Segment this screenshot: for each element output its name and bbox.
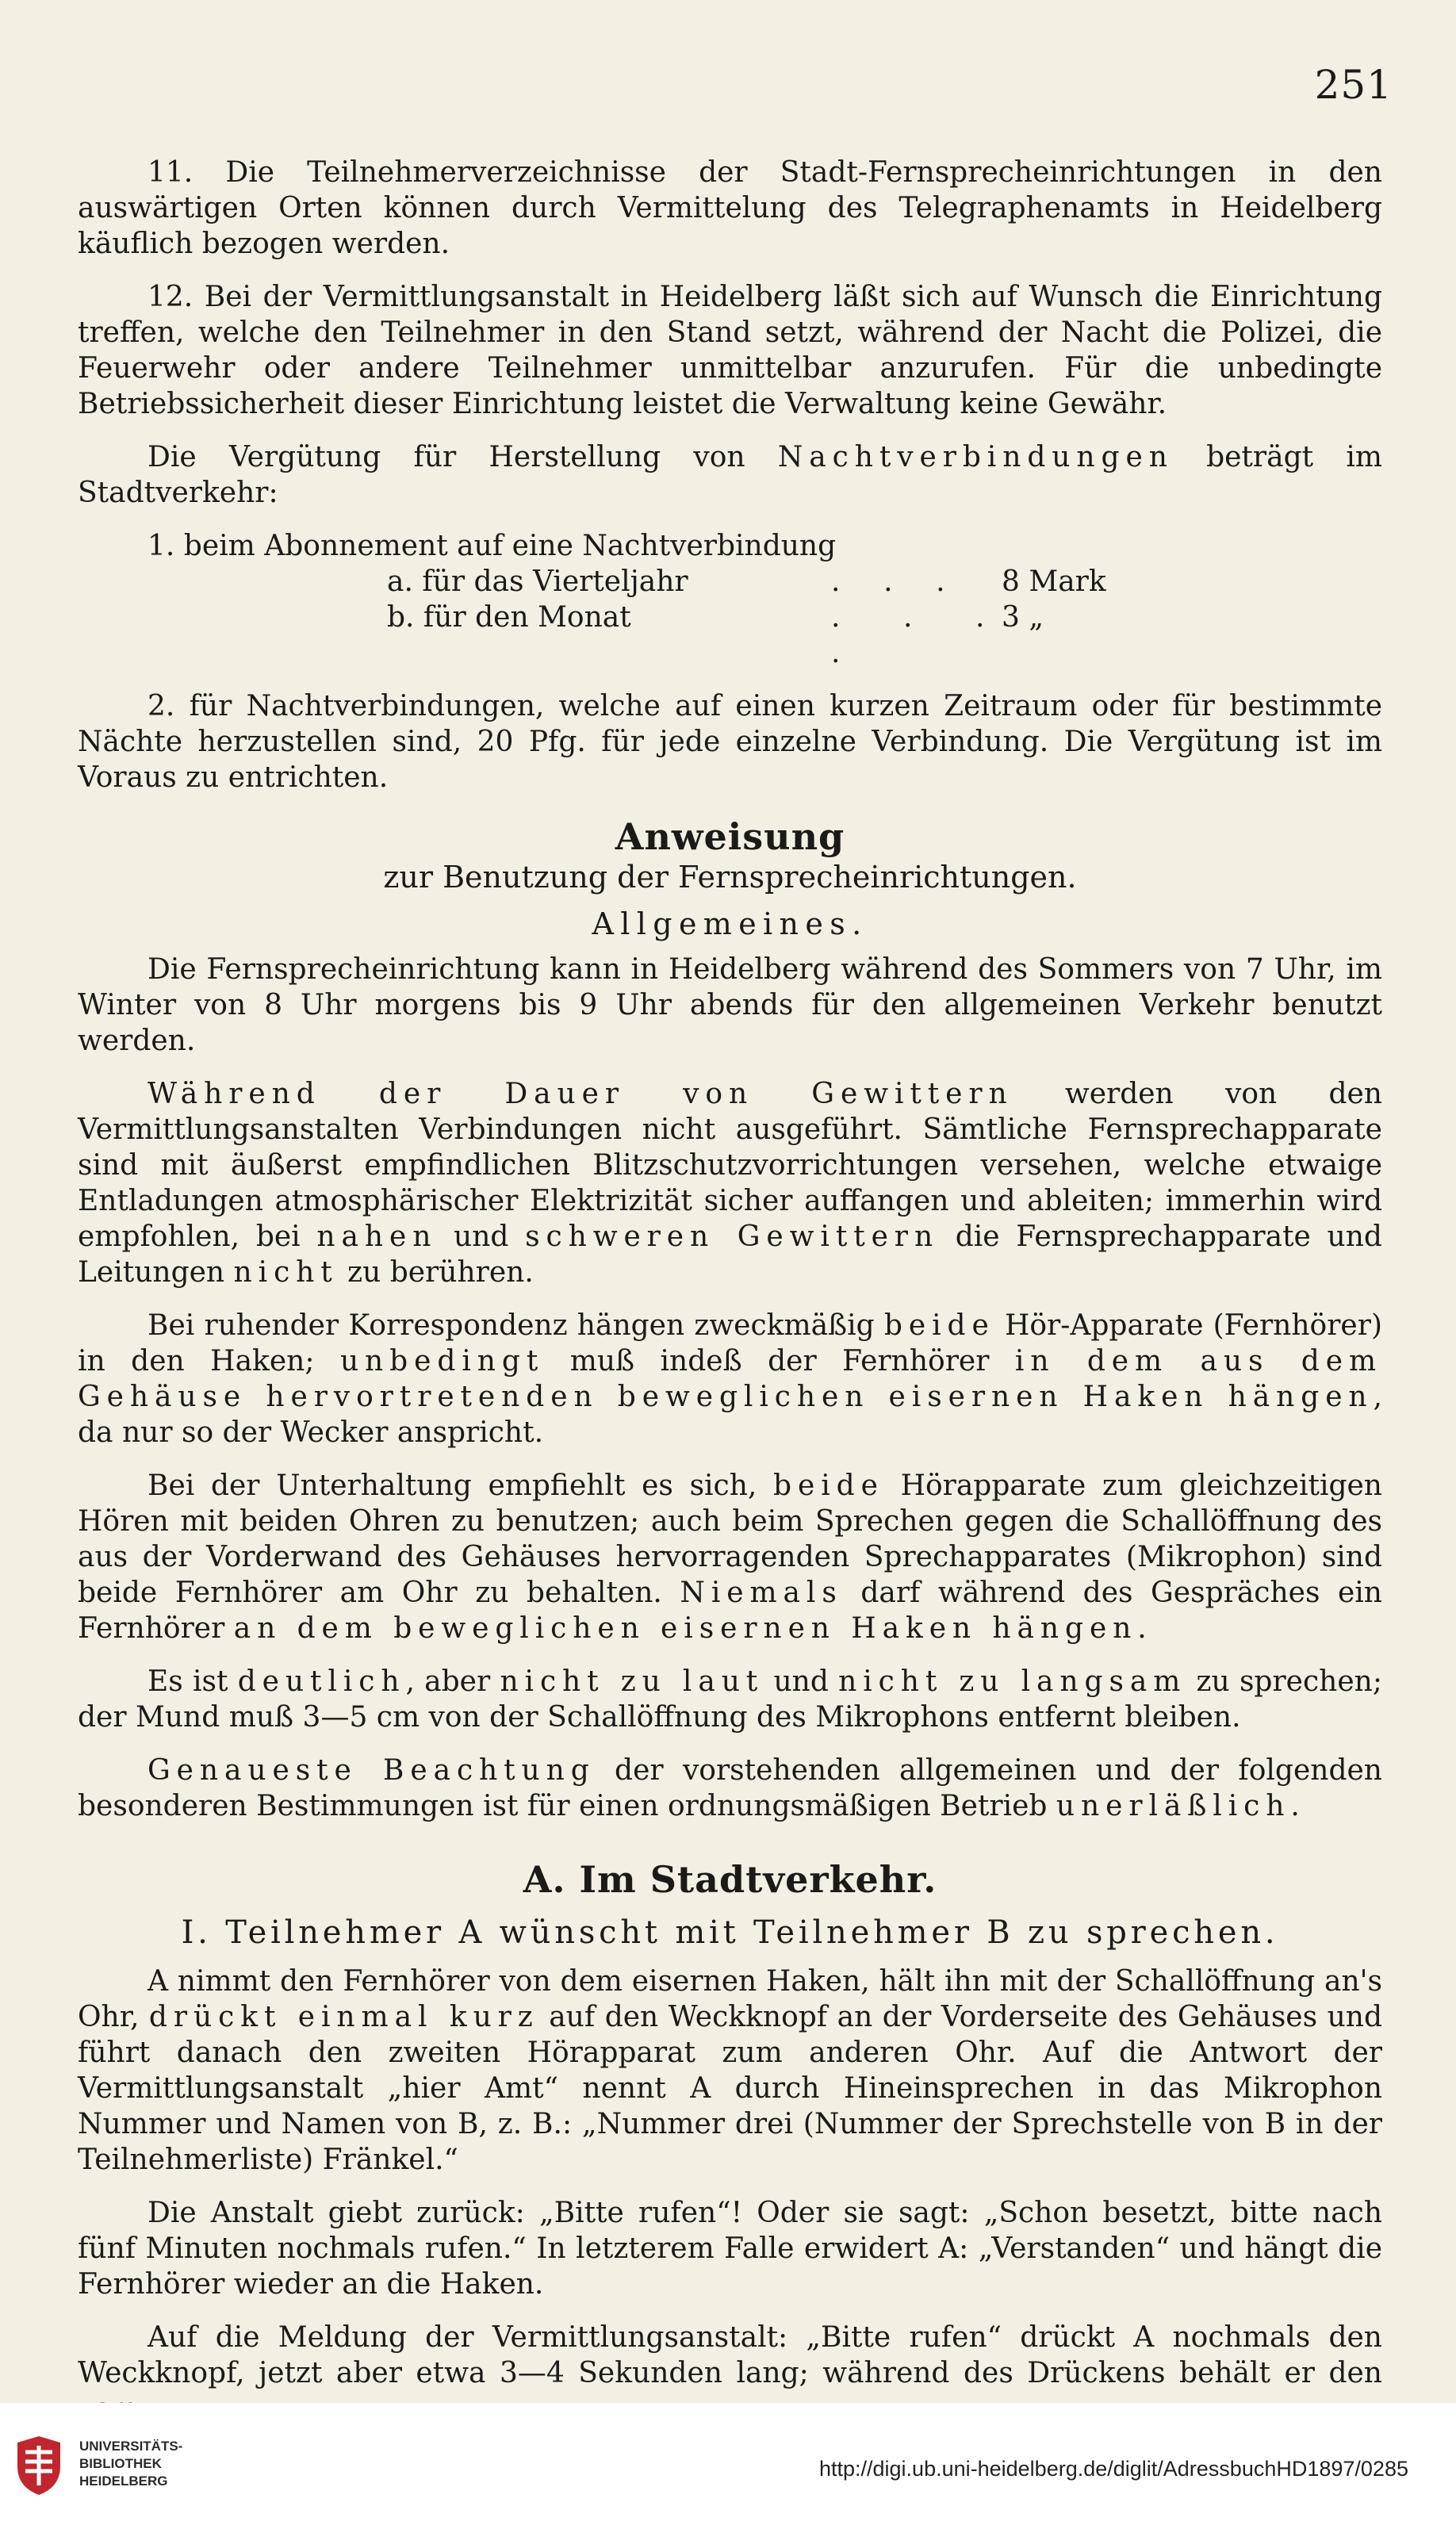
library-name	[79, 2438, 182, 2490]
emphasis: unerläßlich	[1056, 1790, 1291, 1822]
fee-subitem-a	[78, 564, 1382, 600]
emphasis: Nachtverbindungen	[777, 441, 1174, 473]
emphasis: schweren Gewittern	[525, 1220, 940, 1253]
paragraph-conversation	[78, 1468, 1382, 1646]
paragraph-idle	[78, 1308, 1382, 1450]
heading-subsection-i: I. Teilnehmer A wünscht mit Teilnehmer B zu sprechen.	[181, 1914, 1279, 1951]
fee-list	[78, 528, 1382, 671]
text-run: Es ist	[148, 1665, 238, 1698]
text-run: zu sprechen; der Mund muß 3—5 cm von der Schallöffnung des Mikrophons entfernt bleiben.	[78, 1665, 1382, 1734]
footer-bar	[0, 2403, 1456, 2529]
text-run: die Fernsprechapparate und Leitungen	[78, 1220, 1382, 1289]
paragraph-speaking	[78, 1664, 1382, 1735]
emphasis: drückt einmal kurz	[148, 2001, 539, 2033]
night-connection-intro	[78, 439, 1382, 511]
leader-dots: . . .	[831, 565, 963, 598]
text-run: Bei ruhender Korrespondenz hängen zweckmäßig	[148, 1309, 884, 1342]
paragraph-2: 2. für Nachtverbindungen, welche auf einen kurzen Zeitraum oder für bestimmte Nächte herzustellen sind, 20 Pfg. für jede einzelne Verbindung. Die Vergütung ist im Voraus zu entrichten.	[78, 690, 1382, 794]
fee-subitem-b	[78, 600, 1382, 671]
text-run: , aber	[405, 1665, 500, 1698]
emphasis: deutlich	[237, 1665, 406, 1698]
library-logo-icon	[14, 2435, 63, 2496]
paragraph-hours: Die Fernsprecheinrichtung kann in Heidelberg während des Sommers von 7 Uhr, im Winter von 8 Uhr morgens bis 9 Uhr abends für den allgemeinen Verkehr benutzt werden.	[78, 953, 1382, 1057]
text-run: Hör-Apparate (Fernhörer) in den Haken;	[78, 1309, 1382, 1378]
source-url-link[interactable]: http://digi.ub.uni-heidelberg.de/diglit/AdressbuchHD1897/0285	[818, 2457, 1408, 2481]
text-run: werden von den Vermittlungsanstalten Verbindungen nicht ausgeführt. Sämtliche Fernsprechapparate sind mit äußerst empfindlichen Blitzschutzvorrichtungen versehen, welche etwaige Entladungen atmosphärischer Elektrizität sicher auffangen und ableiten; immerhin wird empfohlen, bei	[78, 1078, 1382, 1253]
emphasis: Niemals	[680, 1577, 843, 1609]
page-number: 251	[1314, 62, 1393, 108]
heading-section-a: A. Im Stadtverkehr.	[523, 1858, 937, 1901]
leader-dots: . . . .	[831, 601, 1002, 669]
text-run: der vorstehenden allgemeinen und der folgenden besonderen Bestimmungen ist für einen ordnungsmäßigen Betrieb	[78, 1754, 1382, 1822]
text-run: muß indeß der Fernhörer	[544, 1345, 1015, 1378]
emphasis: an dem beweglichen eisernen Haken hängen.	[233, 1612, 1153, 1645]
paragraph-thunderstorms	[78, 1076, 1382, 1290]
text-run: A nimmt den Fernhörer von dem eisernen Haken, hält ihn mit der Schallöffnung an's Ohr,	[78, 1965, 1382, 2033]
emphasis: nicht zu laut	[500, 1665, 764, 1698]
paragraph-procedure-2: Die Anstalt giebt zurück: „Bitte rufen“! Oder sie sagt: „Schon besetzt, bitte nach fünf Minuten nochmals rufen.“ In letzterem Falle erwidert A: „Verstanden“ und hängt die Fernhörer wieder an die Haken.	[78, 2197, 1382, 2301]
fee-label: b. für den Monat	[387, 601, 631, 634]
text-run: und	[437, 1220, 526, 1253]
paragraph-observance	[78, 1753, 1382, 1824]
library-name-line: HEIDELBERG	[79, 2473, 168, 2489]
fee-item-1: 1. beim Abonnement auf eine Nachtverbindung	[148, 530, 837, 562]
emphasis: beide	[883, 1309, 995, 1342]
text-run: und	[764, 1665, 839, 1698]
emphasis: nicht	[233, 1256, 339, 1289]
emphasis: in dem aus dem Gehäuse hervortretenden beweglichen eisernen Haken hängen	[78, 1345, 1383, 1413]
library-name-line: UNIVERSITÄTS-	[79, 2439, 183, 2454]
text-run: Die Vergütung für Herstellung von	[148, 441, 778, 473]
paragraph-procedure-3: Auf die Meldung der Vermittlungsanstalt: „Bitte rufen“ drückt A nochmals den Weckknopf, jetzt aber etwa 3—4 Sekunden lang; während des Drückens behält er den	[78, 2321, 1382, 2389]
heading-anweisung: Anweisung	[615, 815, 845, 858]
fee-label: a. für das Vierteljahr	[387, 565, 688, 598]
emphasis: Während der Dauer von Gewittern	[148, 1078, 1013, 1110]
page-body	[78, 155, 1382, 2444]
text-run: .	[1290, 1790, 1300, 1822]
emphasis: Genaueste Beachtung	[148, 1754, 596, 1787]
paragraph-procedure-1	[78, 1964, 1382, 2178]
text-run: zu berühren.	[338, 1256, 534, 1289]
emphasis: beide	[773, 1470, 884, 1502]
emphasis: unbedingt	[339, 1345, 545, 1378]
fee-value: 8 Mark	[1002, 565, 1106, 598]
heading-subtitle: zur Benutzung der Fernsprecheinrichtungen.	[383, 860, 1077, 895]
fee-value: 3 „	[1002, 601, 1044, 634]
text-run: Hörapparate zum gleichzeitigen Hören mit beiden Ohren zu benutzen; auch beim Sprechen gegen die Schallöffnung des aus der Vorderwand des Gehäuses hervorragenden Sprechapparates (Mikrophon) sind beide Fernhörer am Ohr zu behalten.	[78, 1470, 1382, 1609]
text-run: , da nur so der Wecker anspricht.	[78, 1381, 1382, 1449]
paragraph-12: 12. Bei der Vermittlungsanstalt in Heidelberg läßt sich auf Wunsch die Einrichtung treffen, welche den Teilnehmer in den Stand setzt, während der Nacht die Polizei, die Feuerwehr oder andere Teilnehmer unmittelbar anzurufen. Für die unbedingte Betriebssicherheit dieser Einrichtung leistet die Verwaltung keine Gewähr.	[78, 281, 1382, 420]
heading-allgemeines: Allgemeines.	[592, 906, 868, 941]
library-name-line: BIBLIOTHEK	[79, 2456, 162, 2471]
text-run: auf den Weckknopf an der Vorderseite des Gehäuses und führt danach den zweiten Hörapparat zum anderen Ohr. Auf die Antwort der Vermittlungsanstalt „hier Amt“ nennt A durch Hineinsprechen in das Mikrophon Nummer und Namen von B, z. B.: „Nummer drei (Nummer der Sprechstelle von B in der Teilnehmerliste) Fränkel.“	[78, 2001, 1383, 2176]
text-run: darf während des Gespräches ein Fernhörer	[78, 1577, 1382, 1645]
paragraph-11: 11. Die Teilnehmerverzeichnisse der Stadt-Fernsprecheinrichtungen in den auswärtigen Orten können durch Vermittelung des Telegraphenamts in Heidelberg käuflich bezogen werden.	[78, 156, 1382, 260]
emphasis: nahen	[316, 1220, 438, 1253]
text-run: Bei der Unterhaltung empfiehlt es sich,	[148, 1470, 774, 1502]
text-run: beträgt im Stadtverkehr:	[78, 441, 1382, 509]
emphasis: nicht zu langsam	[838, 1665, 1187, 1698]
